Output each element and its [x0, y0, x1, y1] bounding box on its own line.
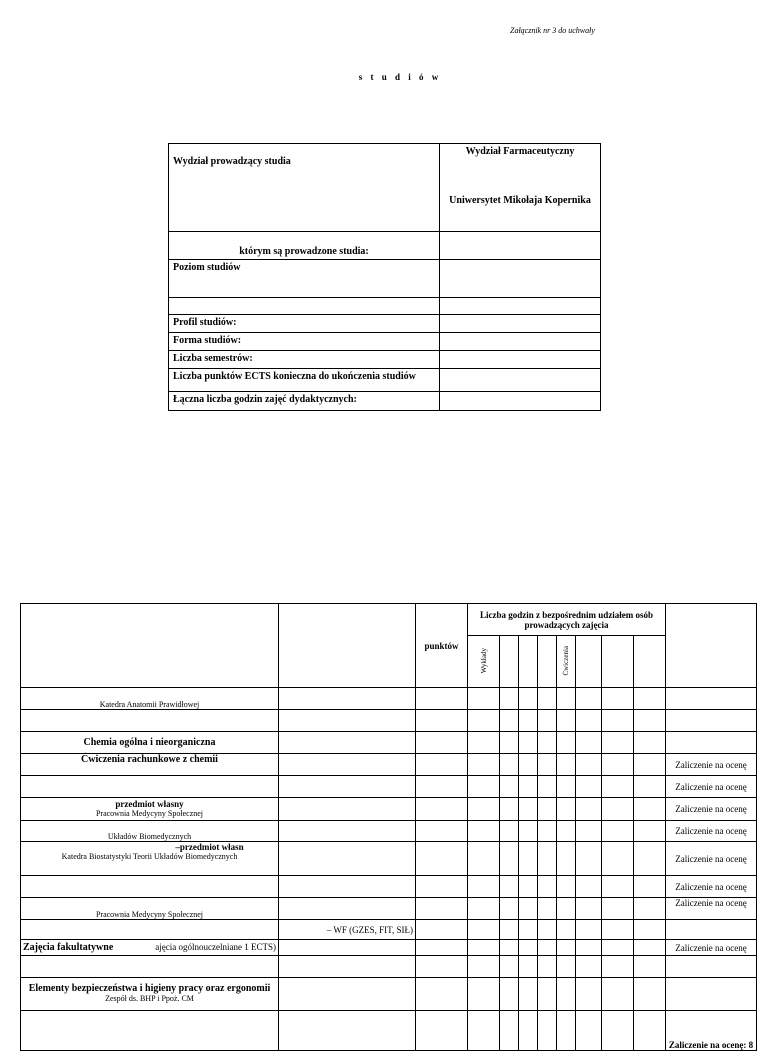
header-empty [666, 604, 757, 688]
form-cell: Zaliczenie na ocenę [666, 940, 757, 956]
info-value [440, 232, 601, 260]
course-cell: Elementy bezpieczeństwa i higieny pracy oraz ergonomii Zespół ds. BHP i Ppoż. CM [21, 978, 279, 1011]
info-label [169, 298, 440, 315]
info-value [440, 333, 601, 351]
table-row [21, 732, 757, 754]
info-label: Liczba punktów ECTS konieczna do ukończenia studiów [169, 369, 440, 392]
course-cell: Pracownia Medycyny Społecznej [21, 898, 279, 920]
hours-col [538, 636, 557, 688]
study-plan-table [20, 603, 757, 1051]
form-cell: Zaliczenie na ocenę [666, 842, 757, 876]
form-cell: Zaliczenie na ocenę [666, 898, 757, 920]
col2-cell [279, 821, 416, 842]
table-row [21, 956, 757, 978]
hours-col [500, 636, 519, 688]
info-label: Wydział prowadzący studia [169, 144, 440, 232]
form-cell: Zaliczenie na ocenę [666, 776, 757, 798]
course-cell [21, 710, 279, 732]
course-cell [21, 956, 279, 978]
hours-col [602, 636, 634, 688]
info-label: Łączna liczba godzin zajęć dydaktycznych: [169, 392, 440, 411]
col2-cell [279, 1011, 416, 1051]
table-row [21, 688, 757, 710]
course-cell [21, 920, 279, 940]
table-row [21, 978, 757, 1011]
col2-cell [279, 688, 416, 710]
form-cell: Zaliczenie na ocenę [666, 754, 757, 776]
col2-cell [279, 798, 416, 821]
form-cell: Zaliczenie na ocenę: 8 [666, 1011, 757, 1051]
document-title: s t u d i ó w [358, 72, 442, 82]
course-cell [21, 876, 279, 898]
course-cell: Układów Biomedycznych [21, 821, 279, 842]
col2-cell [279, 776, 416, 798]
table-row [21, 920, 757, 940]
col2-cell [279, 898, 416, 920]
col2-cell [279, 978, 416, 1011]
table-row [21, 842, 757, 876]
form-cell [666, 956, 757, 978]
info-value [440, 369, 601, 392]
course-cell: Ćwiczenia rachunkowe z chemii [21, 754, 279, 776]
exercises-header: Ćwiczenia [557, 636, 576, 688]
hours-col [576, 636, 602, 688]
course-cell: Katedra Anatomii Prawidłowej [21, 688, 279, 710]
col2-cell [279, 876, 416, 898]
info-label: Liczba semestrów: [169, 351, 440, 369]
form-cell [666, 688, 757, 710]
form-cell: Zaliczenie na ocenę [666, 821, 757, 842]
table-row [21, 1011, 757, 1051]
course-cell [21, 1011, 279, 1051]
table-row [21, 940, 757, 956]
course-cell: Chemia ogólna i nieorganiczna [21, 732, 279, 754]
attachment-note: Załącznik nr 3 do uchwały [510, 26, 595, 35]
col2-cell: – WF (GZES, FIT, SIŁ) [279, 920, 416, 940]
hours-header: Liczba godzin z bezpośrednim udziałem osób prowadzących zajęcia [468, 604, 666, 636]
course-cell: –przedmiot własn Katedra Biostatystyki Teorii Układów Biomedycznych [21, 842, 279, 876]
header-empty [21, 604, 279, 688]
table-row [21, 876, 757, 898]
col2-cell [279, 710, 416, 732]
table-row [21, 710, 757, 732]
col2-cell [279, 754, 416, 776]
form-cell [666, 732, 757, 754]
info-label: którym są prowadzone studia: [169, 232, 440, 260]
info-label: Profil studiów: [169, 315, 440, 333]
info-value [440, 351, 601, 369]
form-cell [666, 920, 757, 940]
col2-cell [279, 732, 416, 754]
course-cell: Zajęcia fakultatywne ajęcia ogólnouczelniane 1 ECTS) [21, 940, 279, 956]
info-value [440, 260, 601, 298]
table-row [21, 821, 757, 842]
ects-header: punktów [416, 604, 468, 688]
info-table [168, 143, 601, 411]
table-row [21, 898, 757, 920]
info-value: Wydział Farmaceutyczny Uniwersytet Mikołaja Kopernika [440, 144, 601, 232]
col2-cell [279, 842, 416, 876]
form-cell: Zaliczenie na ocenę [666, 876, 757, 898]
course-cell [21, 776, 279, 798]
col2-cell [279, 940, 416, 956]
lectures-header: Wykłady [468, 636, 500, 688]
info-label: Forma studiów: [169, 333, 440, 351]
form-cell [666, 978, 757, 1011]
form-cell: Zaliczenie na ocenę [666, 798, 757, 821]
course-cell: przedmiot własny Pracownia Medycyny Społecznej [21, 798, 279, 821]
table-row [21, 754, 757, 776]
table-row [21, 776, 757, 798]
form-cell [666, 710, 757, 732]
info-value [440, 298, 601, 315]
info-value [440, 392, 601, 411]
table-row [21, 798, 757, 821]
header-empty [279, 604, 416, 688]
hours-col [519, 636, 538, 688]
hours-col [634, 636, 666, 688]
col2-cell [279, 956, 416, 978]
info-label: Poziom studiów [169, 260, 440, 298]
info-value [440, 315, 601, 333]
